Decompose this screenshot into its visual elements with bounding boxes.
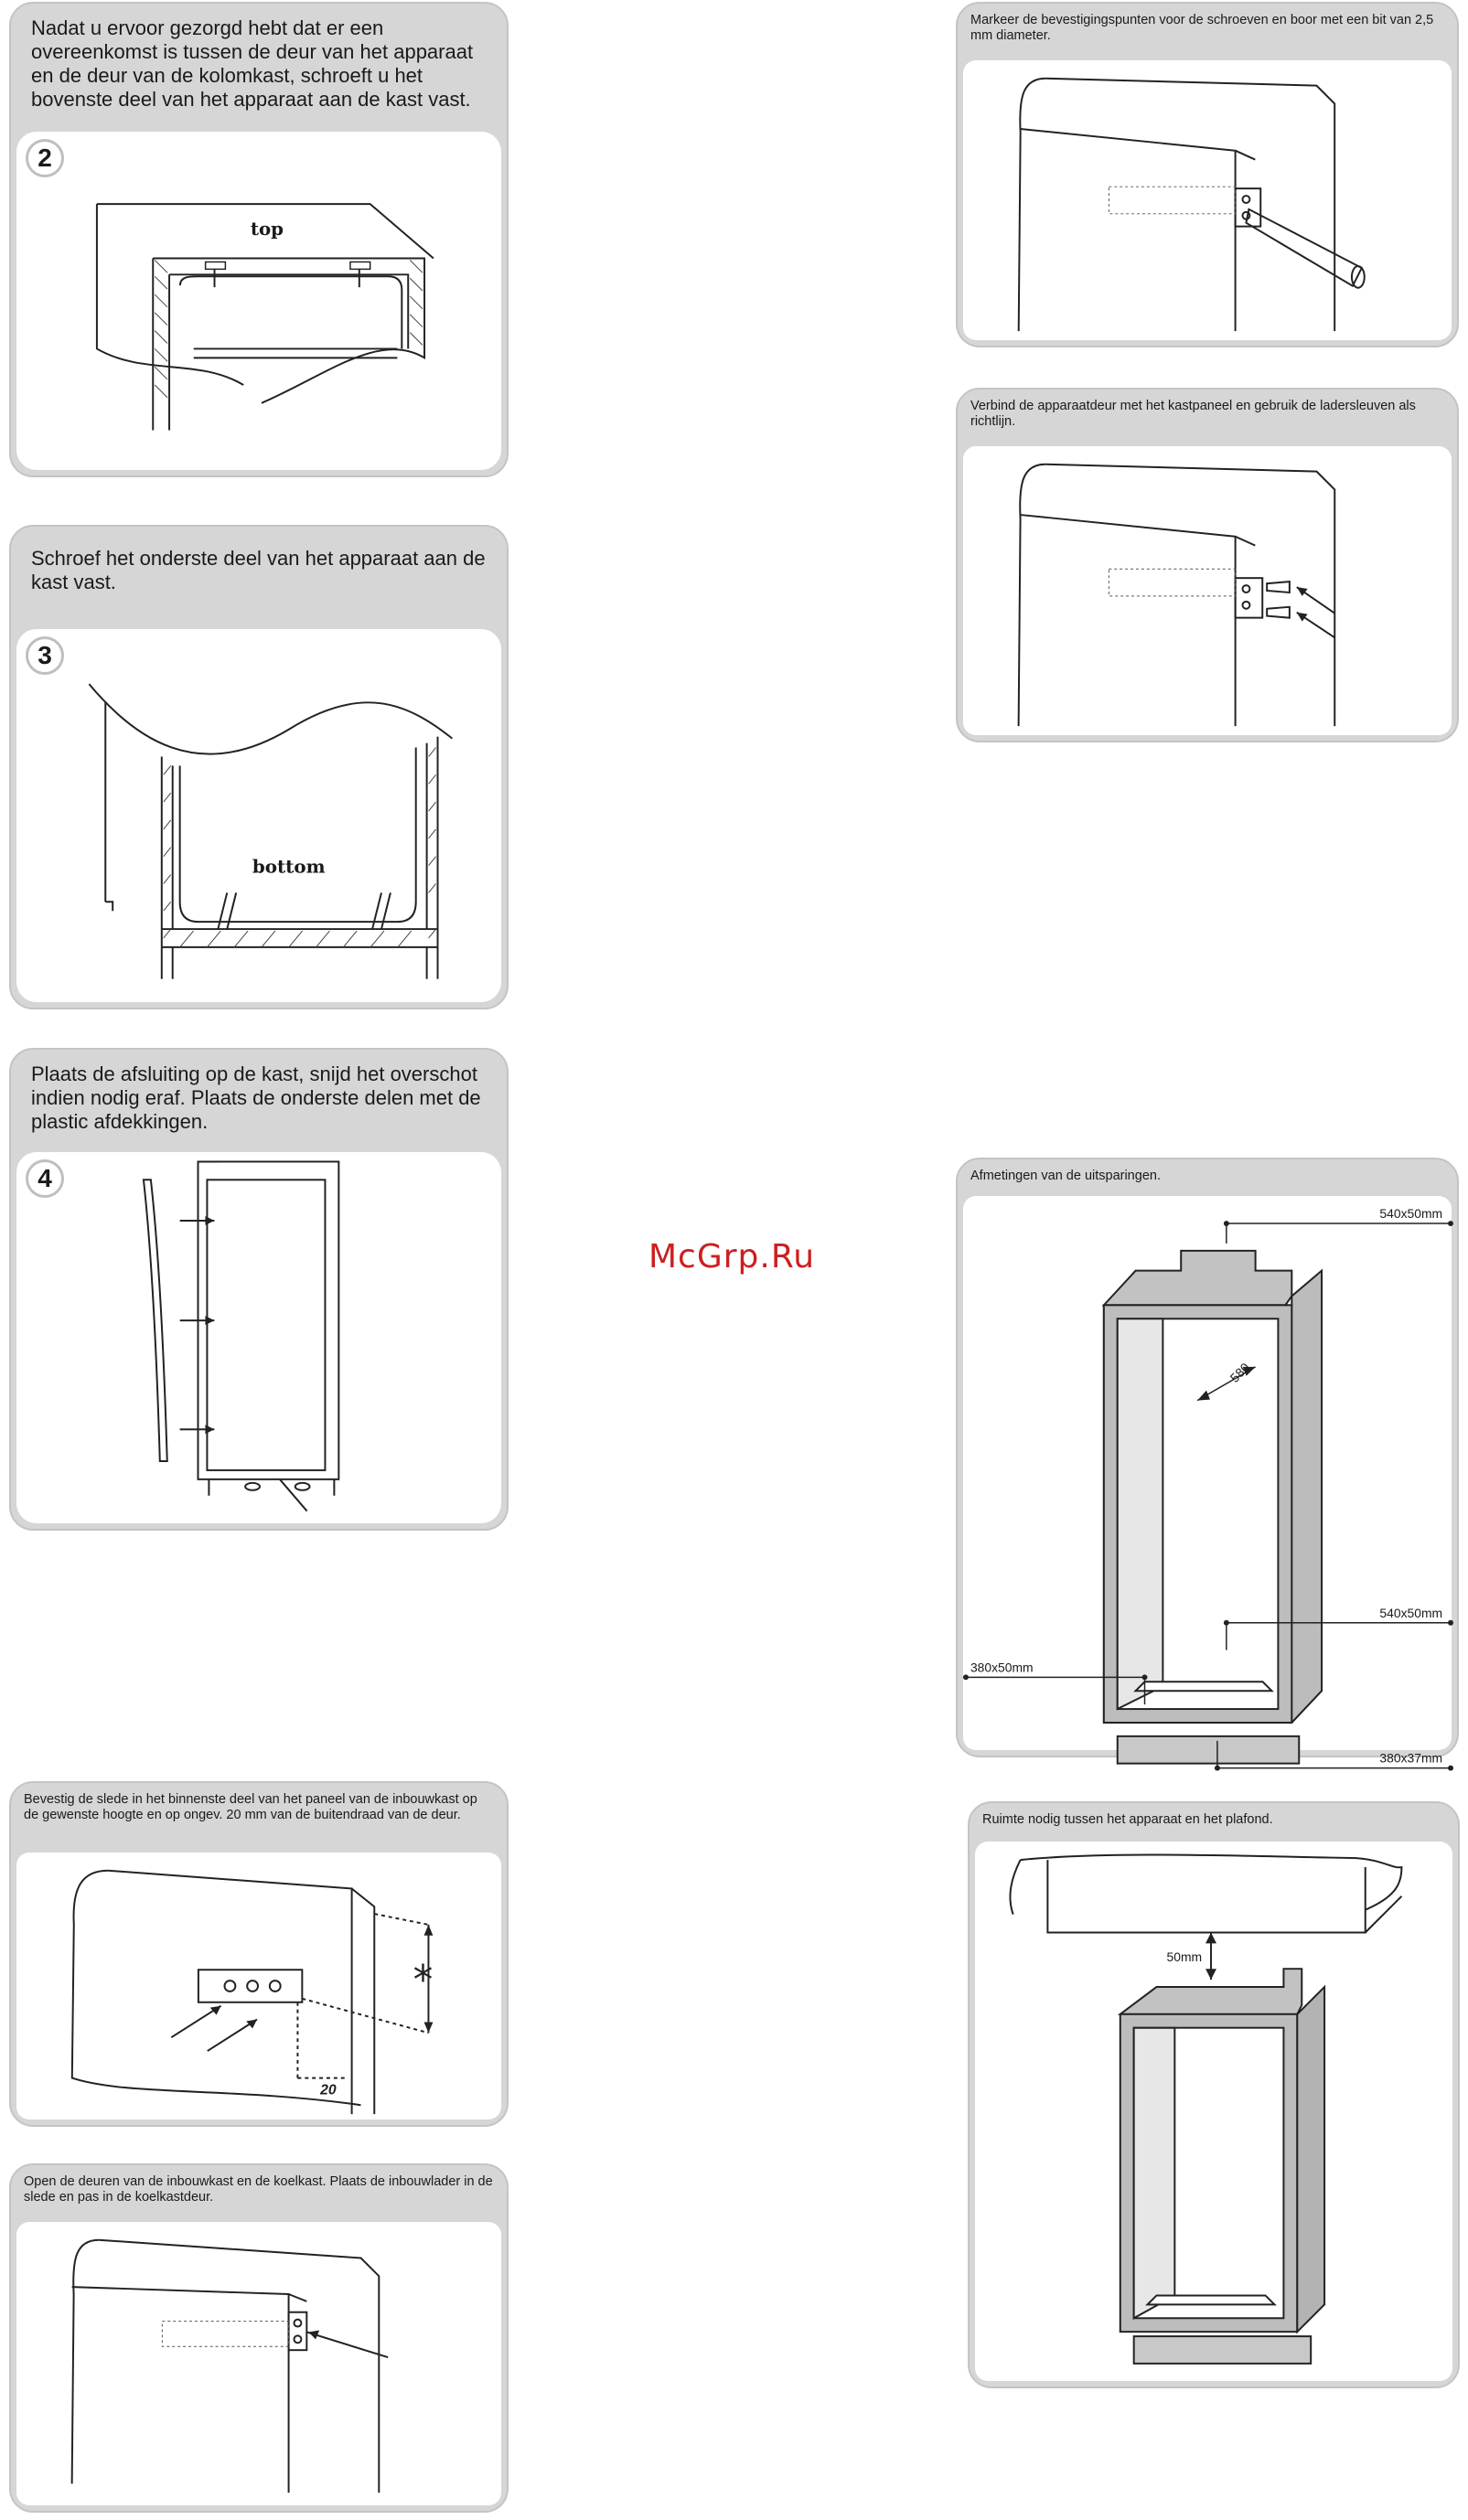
cutout-top-label: 540x50mm bbox=[1379, 1206, 1443, 1222]
step-3-card bbox=[9, 525, 509, 1009]
connect-door-text: Verbind de apparaatdeur met het kastpaneel en gebruik de ladersleuven als richtlijn. bbox=[970, 399, 1416, 430]
step-2-top-label: top bbox=[250, 217, 284, 240]
cutout-bottom-label: 380x37mm bbox=[1379, 1750, 1443, 1766]
open-doors-illustration bbox=[16, 2222, 501, 2505]
step-4-illustration bbox=[16, 1152, 501, 1523]
cutout-left-label: 380x50mm bbox=[970, 1660, 1034, 1675]
slide-text: Bevestig de slede in het binnenste deel van het paneel van de inbouwkast op de gewenste hoogte en op ongev. 20 mm van de buitendraad van de deur. bbox=[24, 1792, 477, 1823]
cutout-depth-label: 580 bbox=[1227, 1360, 1253, 1385]
step-2-badge: 2 bbox=[26, 139, 64, 177]
ceiling-illustration bbox=[975, 1842, 1452, 2381]
cutouts-card bbox=[956, 1158, 1459, 1766]
step-3-bottom-label: bottom bbox=[252, 855, 326, 878]
open-doors-card bbox=[9, 2163, 509, 2513]
step-2-text: Nadat u ervoor gezorgd hebt dat er een overeenkomst is tussen de deur van het apparaat en de deur van de kolomkast, schroeft u het bovenste deel van het apparaat aan de kast vast. bbox=[31, 16, 474, 111]
slide-star-label: * bbox=[413, 1957, 434, 2003]
slide-illustration-panel bbox=[16, 1853, 501, 2120]
watermark-text: McGrp.Ru bbox=[648, 1238, 816, 1276]
open-doors-illustration-panel bbox=[16, 2222, 501, 2505]
slide-dim-label: 20 bbox=[320, 2082, 337, 2098]
step-4-card bbox=[9, 1048, 509, 1531]
step-3-badge: 3 bbox=[26, 636, 64, 675]
connect-door-illustration-panel bbox=[963, 446, 1452, 735]
step-3-text: Schroef het onderste deel van het apparaat aan de kast vast. bbox=[31, 547, 486, 593]
ceiling-title: Ruimte nodig tussen het apparaat en het plafond. bbox=[982, 1812, 1273, 1827]
cutouts-title: Afmetingen van de uitsparingen. bbox=[970, 1169, 1161, 1183]
mark-points-illustration-panel bbox=[963, 60, 1452, 340]
ceiling-gap-label: 50mm bbox=[1166, 1949, 1203, 1965]
ceiling-card bbox=[968, 1801, 1460, 2388]
ceiling-illustration-panel bbox=[975, 1842, 1452, 2381]
mark-points-illustration bbox=[963, 60, 1452, 340]
cutout-middle-label: 540x50mm bbox=[1379, 1605, 1443, 1620]
step-4-illustration-panel bbox=[16, 1152, 501, 1523]
mark-points-text: Markeer de bevestigingspunten voor de schroeven en boor met een bit van 2,5 mm diameter. bbox=[970, 13, 1434, 44]
cutouts-illustration bbox=[963, 1196, 1452, 1766]
step-2-illustration-panel bbox=[16, 132, 501, 470]
open-doors-text: Open de deuren van de inbouwkast en de koelkast. Plaats de inbouwlader in de slede en pas in de koelkastdeur. bbox=[24, 2174, 493, 2205]
cutouts-illustration-panel bbox=[963, 1196, 1452, 1766]
mark-points-card bbox=[956, 2, 1459, 347]
connect-door-illustration bbox=[963, 446, 1452, 735]
slide-card bbox=[9, 1781, 509, 2127]
slide-illustration bbox=[16, 1853, 501, 2120]
step-2-card bbox=[9, 2, 509, 477]
connect-door-card bbox=[956, 388, 1459, 742]
step-4-badge: 4 bbox=[26, 1159, 64, 1198]
step-3-illustration-panel bbox=[16, 629, 501, 1002]
step-2-illustration bbox=[16, 132, 501, 470]
step-4-text: Plaats de afsluiting op de kast, snijd het overschot indien nodig eraf. Plaats de onderste delen met de plastic afdekkingen. bbox=[31, 1062, 481, 1133]
step-3-illustration bbox=[16, 629, 501, 1002]
